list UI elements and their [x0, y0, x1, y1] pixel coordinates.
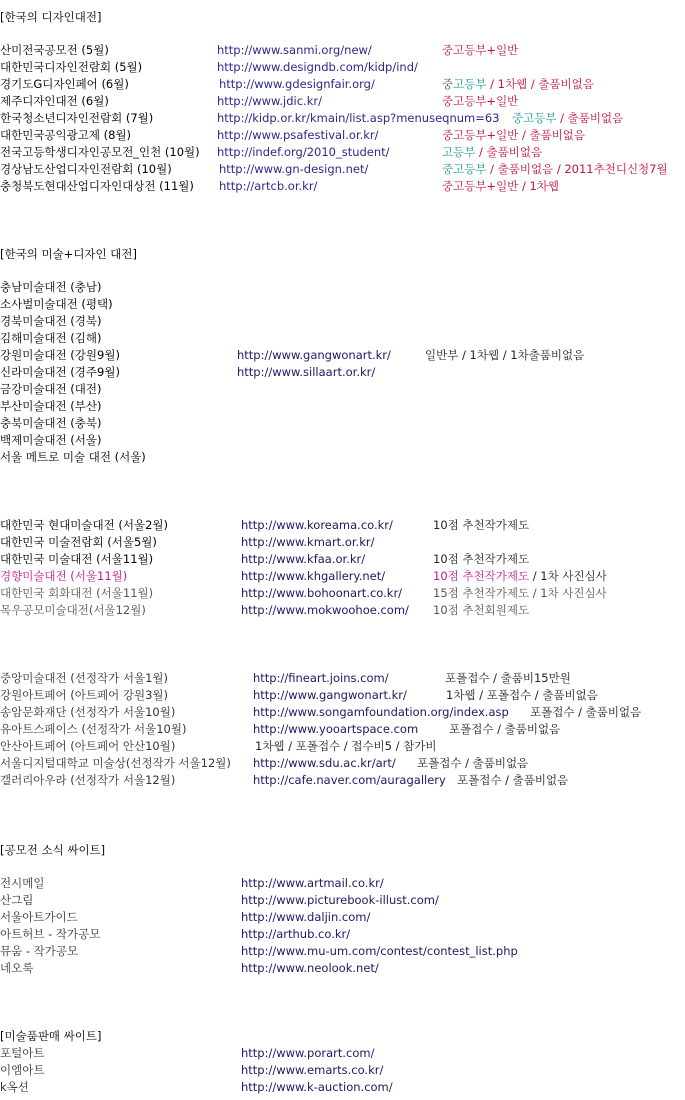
- contest-name: 대한민국 현대미술대전 (서울2월): [0, 518, 169, 532]
- entry-note: [417, 755, 528, 772]
- contest-name: 네오룩: [0, 961, 34, 975]
- note-segment: / 출품비없음: [475, 145, 543, 159]
- entry-note: [433, 517, 529, 534]
- note-segment: 고등부: [442, 145, 476, 159]
- entry-note: [449, 721, 560, 738]
- contest-name: 산그림: [0, 893, 34, 907]
- site-link[interactable]: http://www.sanmi.org/new/: [217, 43, 372, 57]
- entry-note: [512, 110, 623, 127]
- list-item: [0, 449, 685, 466]
- site-link[interactable]: http://www.sdu.ac.kr/art/: [253, 756, 396, 770]
- site-link[interactable]: http://www.gangwonart.kr/: [237, 348, 391, 362]
- entry-note: [446, 687, 598, 704]
- note-segment: 10점 추천작가제도: [433, 552, 530, 566]
- note-segment: 포폴접수 / 출품비없음: [530, 705, 642, 719]
- list-item: [0, 568, 685, 585]
- list-item: [0, 415, 685, 432]
- list-item: [0, 738, 685, 755]
- list-item: [0, 585, 685, 602]
- entry-note: [442, 144, 542, 161]
- list-item: [0, 721, 685, 738]
- contest-name: 뮤움 - 작가공모: [0, 944, 79, 958]
- note-segment: / 출품비없음: [556, 111, 624, 125]
- list-item: [0, 161, 685, 178]
- list-item: [0, 127, 685, 144]
- site-link[interactable]: http://www.sillaart.or.kr/: [237, 365, 376, 379]
- site-link[interactable]: http://kidp.or.kr/kmain/list.asp?menuseqnum=63: [217, 111, 500, 125]
- site-link[interactable]: http://www.emarts.co.kr/: [241, 1063, 384, 1077]
- site-link[interactable]: http://indef.org/2010_student/: [217, 145, 390, 159]
- list-item: [0, 670, 685, 687]
- site-link[interactable]: http://www.kmart.or.kr/: [241, 535, 375, 549]
- site-link[interactable]: http://www.mokwoohoe.com/: [241, 603, 409, 617]
- note-segment: 포폴접수 / 출품비없음: [457, 773, 569, 787]
- contest-name: 전시메일: [0, 876, 45, 890]
- contest-name: 경기도G디자인페어 (6월): [0, 77, 129, 91]
- contest-name: 전국고등학생디자인공모전_인천 (10월): [0, 145, 200, 159]
- contest-name: 김해미술대전 (김해): [0, 331, 102, 345]
- site-link[interactable]: http://arthub.co.kr/: [241, 927, 351, 941]
- list-item: [0, 296, 685, 313]
- contest-name: 경향미술대전 (서울11월): [0, 569, 128, 583]
- list-item: [0, 110, 685, 127]
- contest-name: 서울디지털대학교 미술상(선정작가 서울12월): [0, 756, 231, 770]
- note-segment: / 1차웹 / 출품비없음: [486, 77, 594, 91]
- entry-note: [442, 127, 585, 144]
- contest-name: 신라미술대전 (경주9월): [0, 365, 120, 379]
- list-item: [0, 432, 685, 449]
- section-heading: [한국의 디자인대전]: [0, 10, 102, 24]
- contest-name: 아트허브 - 작가공모: [0, 927, 101, 941]
- contest-name: 중앙미술대전 (선정작가 서울1월): [0, 671, 169, 685]
- contest-name: 경북미술대전 (경북): [0, 314, 102, 328]
- site-link[interactable]: http://www.porart.com/: [241, 1046, 375, 1060]
- list-item: [0, 943, 685, 960]
- note-segment: 중: [442, 77, 454, 91]
- note-segment: 중고등부+일반 / 출품비없음: [442, 128, 586, 142]
- list-item: [0, 517, 685, 534]
- note-segment: / 1차 사진심사: [529, 569, 607, 583]
- entry-note: [530, 704, 641, 721]
- contest-name: 대한민국 미술전람회 (서울5월): [0, 535, 157, 549]
- note-segment: 10점 추천작가제도: [433, 518, 530, 532]
- contest-name: 산미전국공모전 (5월): [0, 43, 109, 57]
- note-segment: 포폴접수 / 출품비없음: [417, 756, 529, 770]
- note-segment: 포폴접수 / 출품비15만원: [445, 671, 571, 685]
- site-link[interactable]: http://cafe.naver.com/auragallery: [253, 773, 446, 787]
- entry-note: [442, 178, 559, 195]
- note-segment: 중고등부: [442, 162, 487, 176]
- note-segment: 중고등부: [512, 111, 557, 125]
- contest-name: 강원미술대전 (강원9월): [0, 348, 120, 362]
- site-link[interactable]: http://www.mu-um.com/contest/contest_list.php: [241, 944, 518, 958]
- site-link[interactable]: http://www.designdb.com/kidp/ind/: [217, 60, 418, 74]
- entry-note: [433, 551, 529, 568]
- entry-note: [255, 738, 437, 755]
- list-item: [0, 534, 685, 551]
- list-item: [0, 42, 685, 59]
- entry-note: [442, 161, 668, 178]
- note-segment: 15점 추천작가제도 / 1차 사진심사: [433, 586, 607, 600]
- note-segment: / 출품비없음 / 2011추천디신청7월: [486, 162, 668, 176]
- entry-note: [442, 42, 518, 59]
- list-item: [0, 875, 685, 892]
- contest-name: 충북미술대전 (충북): [0, 416, 102, 430]
- list-item: [0, 1079, 685, 1096]
- site-link[interactable]: http://www.khgallery.net/: [241, 569, 386, 583]
- site-link[interactable]: http://www.kfaa.or.kr/: [241, 552, 366, 566]
- contest-name: 안산아트페어 (아트페어 안산10월): [0, 739, 176, 753]
- contest-name: k옥션: [0, 1080, 29, 1094]
- site-link[interactable]: http://www.koreama.co.kr/: [241, 518, 393, 532]
- contest-name: 백제미술대전 (서울): [0, 433, 102, 447]
- contest-name: 경상남도산업디자인전람회 (10월): [0, 162, 172, 176]
- site-link[interactable]: http://www.artmail.co.kr/: [241, 876, 384, 890]
- contest-name: 강원아트페어 (아트페어 강원3월): [0, 688, 169, 702]
- note-segment: 중고등부+일반: [442, 43, 519, 57]
- contest-name: 대한민국디자인전람회 (5월): [0, 60, 143, 74]
- list-item: [0, 1045, 685, 1062]
- note-segment: 포폴접수 / 출품비없음: [449, 722, 561, 736]
- list-item: [0, 59, 685, 76]
- contest-name: 포털아트: [0, 1046, 45, 1060]
- site-link[interactable]: http://fineart.joins.com/: [253, 671, 389, 685]
- list-item: [0, 364, 685, 381]
- site-link[interactable]: http://www.jdic.kr/: [217, 94, 322, 108]
- contest-name: 서울 메트로 미술 대전 (서울): [0, 450, 146, 464]
- note-segment: 중고등부+일반: [442, 94, 519, 108]
- list-item: [0, 330, 685, 347]
- site-link[interactable]: http://www.picturebook-illust.com/: [241, 893, 439, 907]
- contest-name: 유아트스페이스 (선정작가 서울10월): [0, 722, 187, 736]
- contest-name: 갤러리아우라 (선정작가 서울12월): [0, 773, 176, 787]
- list-item: [0, 704, 685, 721]
- contest-name: 송암문화재단 (선정작가 서울10월): [0, 705, 176, 719]
- site-link[interactable]: http://www.yooartspace.com: [253, 722, 419, 736]
- section-heading: [미술품판매 싸이트]: [0, 1029, 102, 1043]
- list-item: [0, 755, 685, 772]
- entry-note: [442, 76, 594, 93]
- list-item: [0, 381, 685, 398]
- entry-note: [433, 568, 607, 585]
- site-link[interactable]: http://www.songamfoundation.org/index.asp: [253, 705, 509, 719]
- list-item: [0, 279, 685, 296]
- list-item: [0, 602, 685, 619]
- contest-name: 대한민국 미술대전 (서울11월): [0, 552, 154, 566]
- list-item: [0, 178, 685, 195]
- entry-note: [445, 670, 571, 687]
- site-link[interactable]: http://www.daljin.com/: [241, 910, 371, 924]
- site-link[interactable]: http://www.gdesignfair.org/: [219, 77, 375, 91]
- list-item: [0, 144, 685, 161]
- contest-name: 충청북도현대산업디자인대상전 (11월): [0, 179, 194, 193]
- list-item: [0, 347, 685, 364]
- entry-note: [433, 602, 529, 619]
- note-segment: 1차웹 / 포폴접수 / 접수비5 / 참가비: [255, 739, 437, 753]
- section-heading: [한국의 미술+디자인 대전]: [0, 247, 138, 261]
- contest-name: 이엠아트: [0, 1063, 45, 1077]
- contest-name: 부산미술대전 (부산): [0, 399, 102, 413]
- list-item: [0, 551, 685, 568]
- entry-note: [442, 93, 518, 110]
- contest-name: 대한민국공익광고제 (8월): [0, 128, 132, 142]
- contest-name: 금강미술대전 (대전): [0, 382, 102, 396]
- site-link[interactable]: http://www.k-auction.com/: [241, 1080, 393, 1094]
- entry-note: [425, 347, 584, 364]
- contest-name: 제주디자인대전 (6월): [0, 94, 109, 108]
- site-link[interactable]: http://www.psafestival.or.kr/: [217, 128, 379, 142]
- site-link[interactable]: http://www.gangwonart.kr/: [253, 688, 407, 702]
- list-item: [0, 76, 685, 93]
- contest-name: 목우공모미술대전(서울12월): [0, 603, 146, 617]
- note-segment: 중고등부+일반 / 1차웹: [442, 179, 560, 193]
- site-link[interactable]: http://artcb.or.kr/: [219, 179, 318, 193]
- list-item: [0, 926, 685, 943]
- note-segment: 1차웹 / 포폴접수 / 출품비없음: [446, 688, 598, 702]
- entry-note: [457, 772, 568, 789]
- list-item: [0, 687, 685, 704]
- section-heading: [공모전 소식 싸이트]: [0, 843, 106, 857]
- entry-note: [433, 585, 607, 602]
- list-item: [0, 398, 685, 415]
- list-item: [0, 1062, 685, 1079]
- contest-name: 충남미술대전 (충남): [0, 280, 102, 294]
- contest-name: 대한민국 회화대전 (서울11월): [0, 586, 154, 600]
- contest-name: 한국청소년디자인전람회 (7월): [0, 111, 154, 125]
- list-item: [0, 772, 685, 789]
- list-item: [0, 892, 685, 909]
- contest-name: 소사벌미술대전 (평택): [0, 297, 113, 311]
- list-item: [0, 313, 685, 330]
- list-item: [0, 909, 685, 926]
- list-item: [0, 93, 685, 110]
- contest-name: 서울아트가이드: [0, 910, 78, 924]
- note-segment: 10점 추천작가제도: [433, 569, 530, 583]
- site-link[interactable]: http://www.gn-design.net/: [219, 162, 369, 176]
- note-segment: 10점 추천회원제도: [433, 603, 530, 617]
- site-link[interactable]: http://www.bohoonart.co.kr/: [241, 586, 403, 600]
- list-item: [0, 960, 685, 977]
- note-segment: 고등부: [453, 77, 487, 91]
- site-link[interactable]: http://www.neolook.net/: [241, 961, 379, 975]
- note-segment: 일반부 / 1차웹 / 1차출품비없음: [425, 348, 585, 362]
